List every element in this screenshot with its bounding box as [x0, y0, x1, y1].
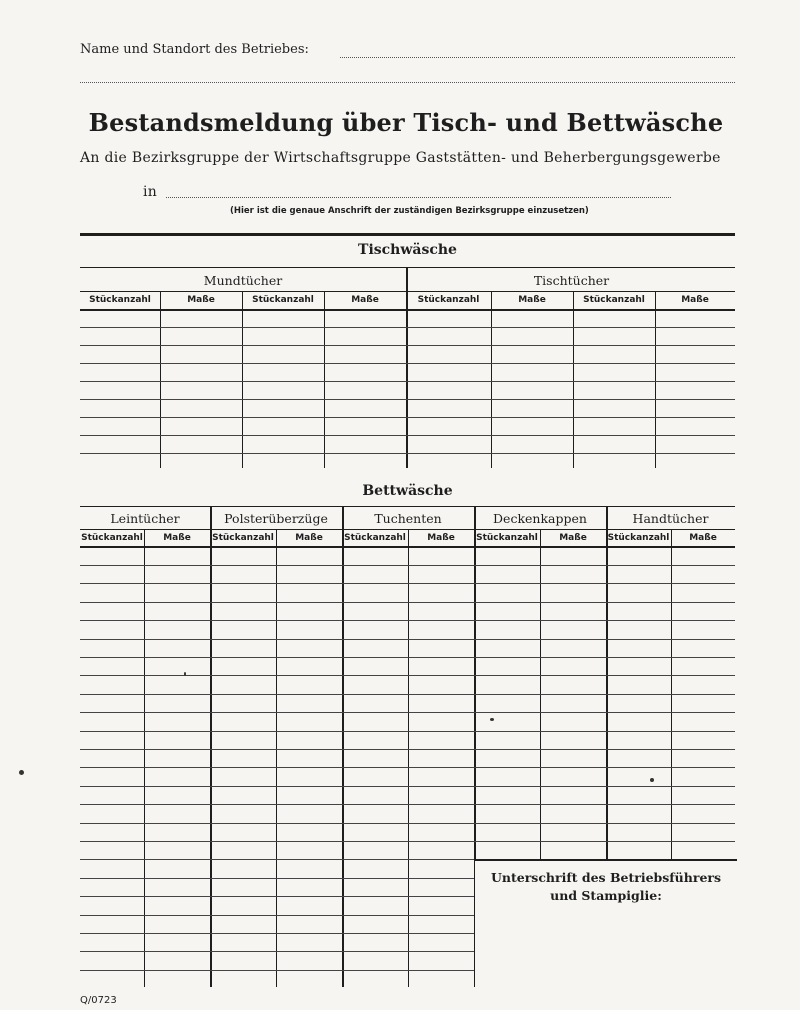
column-divider — [242, 291, 243, 468]
row-line — [80, 970, 474, 971]
tischwaesche-title: Tischwäsche — [358, 242, 457, 258]
row-line — [80, 823, 735, 824]
row-line — [80, 951, 474, 952]
row-line — [80, 749, 735, 750]
row-line — [80, 657, 735, 658]
column-header: Stückanzahl — [212, 533, 274, 543]
row-line — [80, 804, 735, 805]
column-divider — [324, 291, 325, 468]
row-line — [80, 933, 474, 934]
row-line — [80, 583, 735, 584]
address-note: (Hier ist die genaue Anschrift der zuständigen Bezirksgruppe einzusetzen) — [230, 206, 589, 216]
group-label: Leintücher — [110, 511, 180, 526]
row-line — [80, 363, 735, 364]
row-line — [80, 878, 474, 879]
column-divider — [276, 529, 277, 987]
row-line — [80, 435, 735, 436]
column-divider — [491, 291, 492, 468]
row-line — [80, 327, 735, 328]
row-line — [80, 345, 735, 346]
ink-speck — [19, 770, 24, 775]
column-header: Stückanzahl — [81, 533, 143, 543]
group-label: Polsterüberzüge — [224, 511, 328, 526]
row-line — [80, 620, 735, 621]
column-divider — [573, 291, 574, 468]
recipient-line: An die Bezirksgruppe der Wirtschaftsgruppe Gaststätten- und Beherbergungsgewerbe — [80, 150, 721, 166]
group-label: Tuchenten — [374, 511, 442, 526]
column-header: Stückanzahl — [417, 295, 480, 305]
column-divider — [160, 291, 161, 468]
group-rule — [80, 506, 735, 507]
column-divider — [408, 529, 409, 987]
row-line — [80, 694, 735, 695]
row-line — [80, 767, 735, 768]
form-code: Q/0723 — [80, 995, 117, 1006]
row-line — [80, 639, 735, 640]
row-line — [80, 786, 735, 787]
row-line — [80, 859, 474, 860]
row-line — [80, 399, 735, 400]
column-header: Stückanzahl — [344, 533, 406, 543]
column-header: Stückanzahl — [252, 295, 314, 305]
column-header: Stückanzahl — [476, 533, 538, 543]
ink-speck — [184, 672, 186, 676]
in-label: in — [143, 184, 158, 200]
column-divider — [655, 291, 656, 468]
group-label: Deckenkappen — [493, 511, 587, 526]
group-divider — [474, 506, 476, 859]
column-header: Maße — [427, 533, 455, 543]
column-header: Maße — [681, 295, 709, 305]
column-header: Maße — [163, 533, 191, 543]
ink-speck — [650, 778, 654, 782]
ink-speck — [490, 718, 494, 721]
column-header: Stückanzahl — [89, 295, 151, 305]
district-address-field[interactable] — [166, 197, 671, 198]
stamp-label: und Stampiglie: — [550, 888, 662, 903]
row-line — [80, 417, 735, 418]
group-divider — [406, 267, 408, 468]
row-line — [80, 841, 735, 842]
signature-box-rule — [474, 859, 737, 861]
business-name-label: Name und Standort des Betriebes: — [80, 42, 309, 57]
row-line — [80, 453, 735, 454]
group-divider — [606, 506, 608, 859]
group-tischtuecher: Tischtücher — [533, 273, 610, 288]
business-location-field[interactable] — [80, 82, 735, 83]
column-header: Maße — [559, 533, 587, 543]
row-line — [80, 915, 474, 916]
signature-box-edge — [474, 859, 475, 987]
business-name-field[interactable] — [340, 57, 735, 58]
column-header: Maße — [689, 533, 717, 543]
row-line — [80, 712, 735, 713]
form-title: Bestandsmeldung über Tisch- und Bettwäsche — [88, 108, 724, 137]
row-line — [80, 381, 735, 382]
row-line — [80, 896, 474, 897]
row-line — [80, 565, 735, 566]
row-line — [80, 731, 735, 732]
group-mundtuecher: Mundtücher — [203, 273, 283, 288]
section-rule — [80, 233, 735, 236]
column-header: Maße — [295, 533, 323, 543]
column-header: Stückanzahl — [607, 533, 670, 543]
column-divider — [144, 529, 145, 987]
column-header: Maße — [187, 295, 215, 305]
row-line — [80, 602, 735, 603]
row-line — [80, 675, 735, 676]
signature-field[interactable] — [476, 905, 736, 985]
column-header: Maße — [351, 295, 379, 305]
column-header: Stückanzahl — [583, 295, 645, 305]
signature-label: Unterschrift des Betriebsführers — [490, 870, 722, 885]
column-header: Maße — [518, 295, 546, 305]
group-label: Handtücher — [632, 511, 709, 526]
bettwaesche-title: Bettwäsche — [362, 483, 453, 499]
